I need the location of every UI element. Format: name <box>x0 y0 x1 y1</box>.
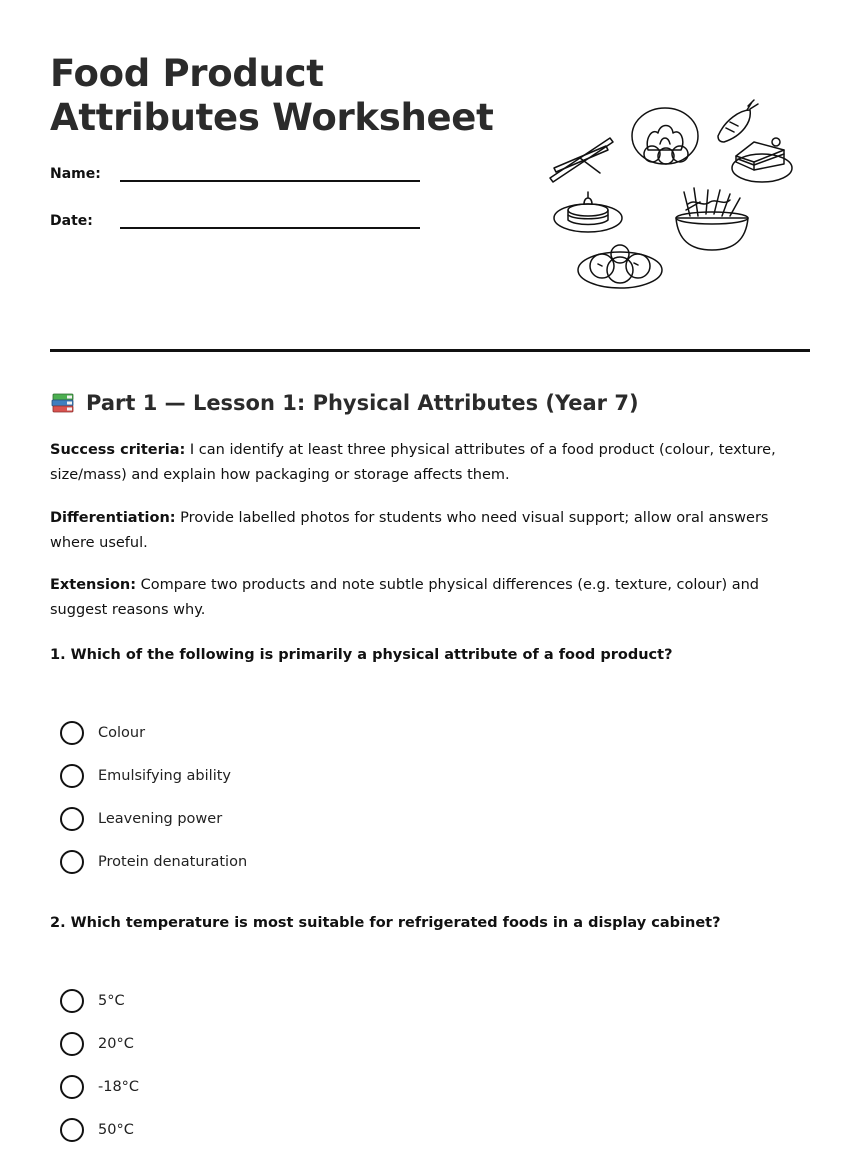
option-label: Protein denaturation <box>98 853 248 870</box>
radio-button[interactable] <box>60 721 84 745</box>
question-1-options <box>60 711 247 883</box>
extension <box>50 573 810 623</box>
question-1: 1. Which of the following is primarily a physical attribute of a food product? <box>50 647 673 663</box>
radio-button[interactable] <box>60 989 84 1013</box>
section-divider <box>50 349 810 352</box>
radio-button[interactable] <box>60 1075 84 1099</box>
radio-button[interactable] <box>60 850 84 874</box>
books-icon <box>50 390 76 416</box>
option-20c[interactable] <box>60 1022 139 1065</box>
food-illustration <box>540 98 800 298</box>
differentiation-label: Differentiation: <box>50 510 176 526</box>
option-emulsifying-ability[interactable] <box>60 754 247 797</box>
option-label: 50°C <box>98 1121 134 1138</box>
fries-bowl-icon <box>676 188 748 250</box>
option-label: -18°C <box>98 1078 140 1095</box>
success-criteria-text: I can identify at least three physical attributes of a food product (colour, texture, size/mass) and explain how packaging or storage affects them. <box>50 442 776 483</box>
option-protein-denaturation[interactable] <box>60 840 247 883</box>
option-label: Emulsifying ability <box>98 767 231 784</box>
question-2-options <box>60 979 139 1151</box>
part1-heading <box>50 390 639 416</box>
radio-button[interactable] <box>60 1032 84 1056</box>
success-criteria-label: Success criteria: <box>50 442 186 458</box>
option-5c[interactable] <box>60 979 139 1022</box>
worksheet-title: Food Product Attributes Worksheet <box>50 52 494 139</box>
question-2: 2. Which temperature is most suitable for refrigerated foods in a display cabinet? <box>50 915 721 931</box>
option-colour[interactable] <box>60 711 247 754</box>
date-input-line[interactable] <box>120 211 420 229</box>
name-field-row <box>50 164 420 182</box>
radio-button[interactable] <box>60 807 84 831</box>
differentiation-text: Provide labelled photos for students who need visual support; allow oral answers where useful. <box>50 510 769 551</box>
date-field-row <box>50 211 420 229</box>
success-criteria <box>50 438 810 488</box>
option-50c[interactable] <box>60 1108 139 1151</box>
name-input-line[interactable] <box>120 164 420 182</box>
extension-text: Compare two products and note subtle physical differences (e.g. texture, colour) and suggest reasons why. <box>50 577 759 618</box>
radio-button[interactable] <box>60 764 84 788</box>
option-leavening-power[interactable] <box>60 797 247 840</box>
bun-icon <box>632 108 698 164</box>
option-label: 5°C <box>98 992 125 1009</box>
name-label: Name: <box>50 166 101 182</box>
differentiation <box>50 506 810 556</box>
buns-plate-icon <box>578 245 662 288</box>
carrot-icon <box>718 100 758 142</box>
radio-button[interactable] <box>60 1118 84 1142</box>
cake-slice-icon <box>732 138 792 182</box>
chopsticks-icon <box>550 138 613 182</box>
date-label: Date: <box>50 213 93 229</box>
pancakes-icon <box>554 192 622 232</box>
option-label: 20°C <box>98 1035 134 1052</box>
option-minus-18c[interactable] <box>60 1065 139 1108</box>
option-label: Colour <box>98 724 146 741</box>
part1-heading-text: Part 1 — Lesson 1: Physical Attributes (Year 7) <box>86 391 639 415</box>
extension-label: Extension: <box>50 577 137 593</box>
option-label: Leavening power <box>98 810 223 827</box>
